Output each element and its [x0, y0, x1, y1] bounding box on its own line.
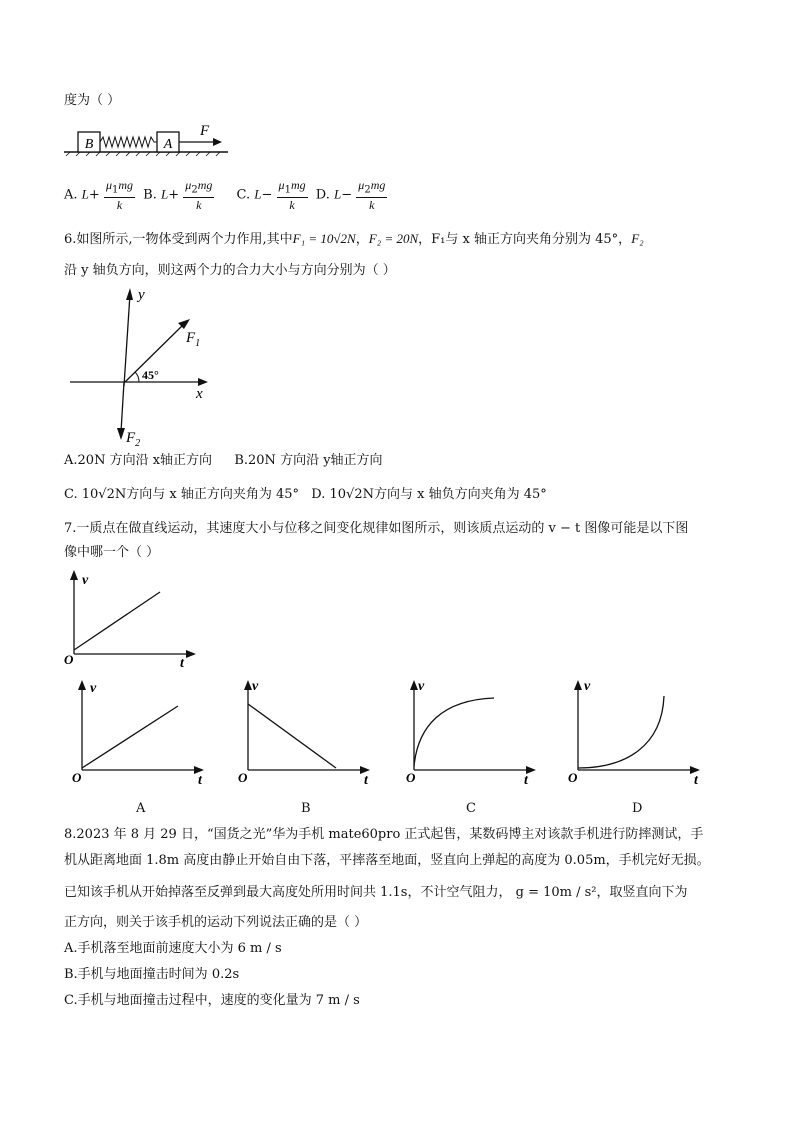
q6-option-c[interactable]: C. 10√2N方向与 x 轴正方向夹角为 45° [64, 487, 299, 502]
given-v-x-graph [62, 568, 202, 668]
graph-d-axis-v: v [584, 679, 591, 694]
q8-option-b[interactable]: B.手机与地面撞击时间为 0.2s [64, 967, 240, 982]
q6-option-a[interactable]: A.20N 方向沿 x轴正方向 [64, 453, 213, 468]
graph-a-axis-v: v [90, 681, 97, 696]
q6-options-ab [64, 452, 383, 470]
graph-d-axis-t: t [694, 773, 698, 786]
graph-b-line [248, 704, 336, 768]
q8-option-c[interactable]: C.手机与地面撞击过程中，速度的变化量为 7 m / s [64, 993, 360, 1008]
block-a-label: A [163, 137, 173, 152]
q8-option-a[interactable]: A.手机落至地面前速度大小为 6 m / s [64, 941, 282, 956]
q6-option-d[interactable]: D. 10√2N方向与 x 轴负方向夹角为 45° [311, 487, 547, 502]
q6-line1: 6.如图所示,一物体受到两个力作用,其中F₁ = 10√2N，F₂ = 20N，F₁与 x 轴正方向夹角分别为 45°，F₂ [64, 231, 644, 247]
given-line [74, 592, 160, 650]
q8-line4: 正方向，则关于该手机的运动下列说法正确的是（ ） [64, 915, 368, 930]
q5-stem-tail: 度为（ ） [64, 93, 121, 108]
q7-graph-b[interactable] [236, 676, 376, 786]
q7-graph-a[interactable] [70, 676, 210, 786]
q5-option-b[interactable]: B. L+ $\frac{\mu_2mg}{k}$ [143, 178, 213, 213]
q7-graph-d[interactable] [566, 676, 706, 786]
q7-label-c: C [466, 801, 476, 816]
q7-line1: 7.一质点在做直线运动，其速度大小与位移之间变化规律如图所示，则该质点运动的 v − t 图像可能是以下图 [64, 521, 689, 536]
given-axis-t: t [180, 656, 184, 668]
q7-line2: 像中哪一个（ ） [64, 545, 160, 560]
force-arrowhead [213, 138, 222, 146]
q7-label-d: D [632, 801, 643, 816]
q6-options-cd [64, 486, 547, 504]
q5-option-c[interactable]: C. L− $\frac{\mu_1mg}{k}$ [236, 178, 306, 213]
q7-graph-c[interactable] [402, 676, 542, 786]
q6-option-b[interactable]: B.20N 方向沿 y轴正方向 [234, 453, 383, 468]
graph-d-origin: O [568, 770, 578, 785]
graph-b-origin: O [238, 770, 248, 785]
q7-label-a: A [136, 801, 146, 816]
angle-label: 45° [142, 368, 159, 382]
graph-a-axis-t: t [198, 773, 202, 786]
graph-a-origin: O [72, 770, 82, 785]
graph-a-line [82, 706, 178, 768]
q8-line2: 机从距离地面 1.8m 高度由静止开始自由下落，平摔落至地面，竖直向上弹起的高度为 0.05m，手机完好无损。 [64, 853, 710, 868]
graph-d-curve [578, 696, 664, 768]
graph-c-axis-t: t [524, 773, 528, 786]
y-axis [124, 294, 130, 386]
spring [100, 137, 157, 147]
f2-label: $F_2$ [126, 430, 141, 449]
y-axis-label: y [138, 287, 145, 303]
q5-options [64, 178, 391, 212]
spring-block-figure [62, 118, 232, 158]
given-origin: O [64, 652, 74, 667]
q8-line1: 8.2023 年 8 月 29 日，“国货之光”华为手机 mate60pro 正式起售，某数码博主对该款手机进行防摔测试，手 [64, 827, 704, 842]
q6-line2: 沿 y 轴负方向，则这两个力的合力大小与方向分别为（ ） [64, 263, 396, 278]
q7-label-b: B [301, 801, 311, 816]
block-b-label: B [84, 137, 94, 152]
graph-b-axis-v: v [252, 679, 259, 694]
force-diagram [66, 282, 226, 450]
f2-vector [121, 382, 124, 432]
graph-c-curve [414, 698, 494, 766]
graph-b-axis-t: t [364, 773, 368, 786]
force-label: F [200, 123, 210, 139]
angle-arc [135, 372, 139, 382]
q5-option-d[interactable]: D. L− $\frac{\mu_2mg}{k}$ [315, 178, 386, 213]
graph-c-origin: O [406, 770, 416, 785]
graph-c-axis-v: v [418, 679, 425, 694]
q8-line3: 已知该手机从开始掉落至反弹到最大高度处所用时间共 1.1s，不计空气阻力， g = 10m / s²，取竖直向下为 [64, 885, 688, 900]
f1-label: $F_1$ [186, 330, 201, 349]
given-axis-v: v [82, 573, 89, 588]
q5-option-a[interactable]: A. L+ $\frac{\mu_1mg}{k}$ [64, 178, 134, 213]
x-axis-label: x [196, 386, 203, 402]
